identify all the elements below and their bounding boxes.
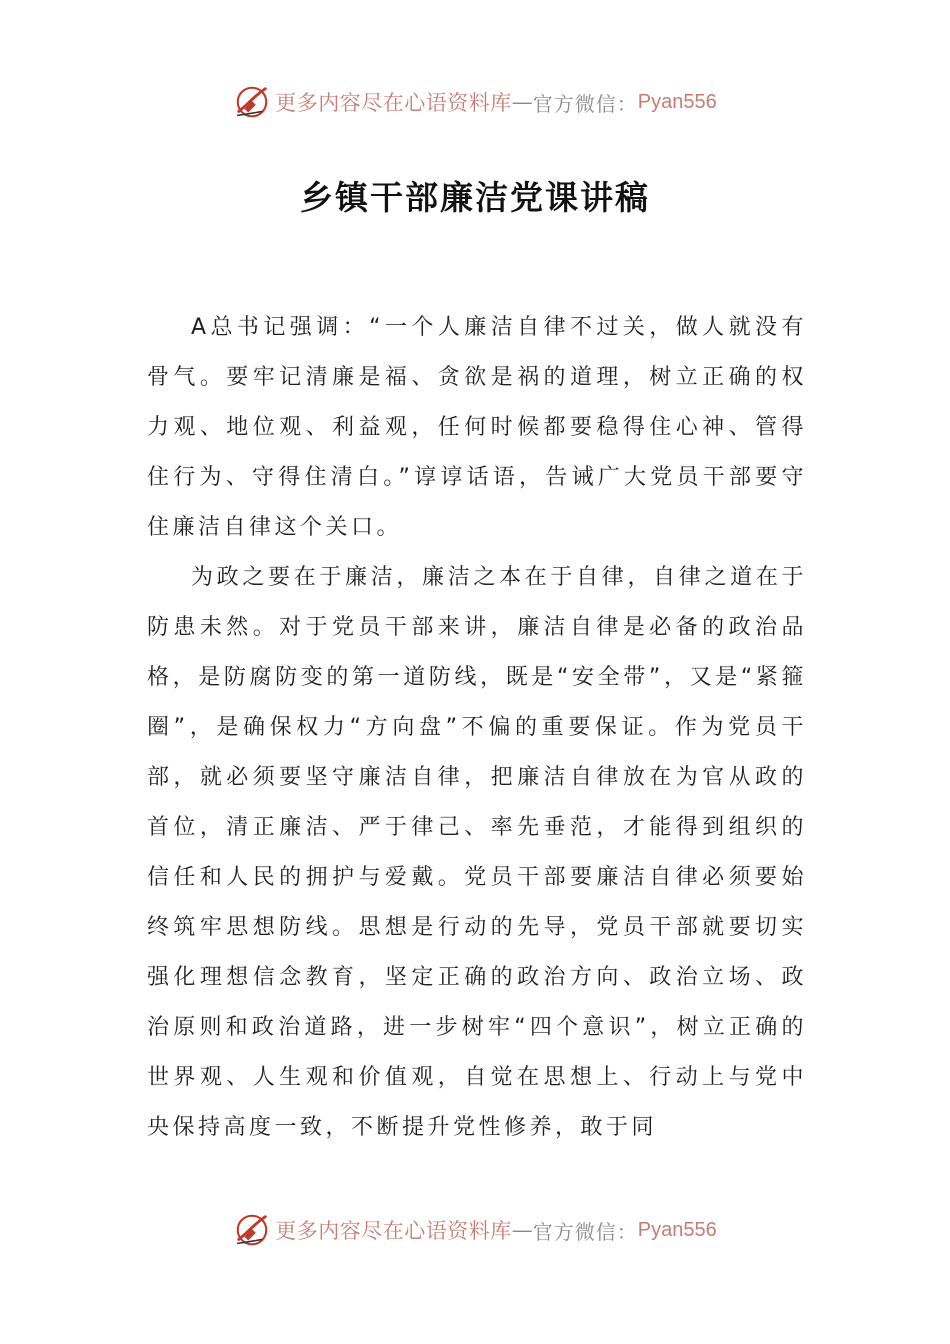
paragraph-2: 为政之要在于廉洁，廉洁之本在于自律，自律之道在于防患未然。对于党员干部来讲，廉洁自律是必备的政治品格，是防腐防变的第一道防线，既是“安全带”，又是“紧箍圈”，是确保权力“方向盘”不偏的重要保证。作为党员干部，就必须要坚守廉洁自律，把廉洁自律放在为官从政的首位，清正廉洁、严于律己、率先垂范，才能得到组织的信任和人民的拥护与爱戴。党员干部要廉洁自律必须要始终筑牢思想防线。思想是行动的先导，党员干部就要切实强化理想信念教育，坚定正确的政治方向、政治立场、政治原则和政治道路，进一步树牢“四个意识”，树立正确的世界观、人生观和价值观，自觉在思想上、行动上与党中央保持高度一致，不断提升党性修养，敢于同: [147, 565, 807, 1140]
banner-wechat-id: Pyan556: [637, 90, 717, 113]
document-title: 乡镇干部廉洁党课讲稿: [300, 178, 650, 217]
banner-wechat-label: 官方微信：: [532, 1219, 638, 1244]
banner-slogan: 更多内容尽在心语资料库: [275, 1219, 512, 1243]
pen-logo-icon: [233, 83, 271, 121]
banner-slogan: 更多内容尽在心语资料库: [275, 91, 512, 115]
banner-wechat-id: Pyan556: [637, 1218, 717, 1241]
pen-logo-icon: [233, 1211, 271, 1249]
banner-wechat-label: 官方微信：: [532, 91, 638, 116]
footer-banner: [0, 1210, 950, 1250]
document-body: [147, 303, 807, 1153]
header-banner: [0, 82, 950, 122]
paragraph-1: A总书记强调：“一个人廉洁自律不过关，做人就没有骨气。要牢记清廉是福、贪欲是祸的道理，树立正确的权力观、地位观、利益观，任何时候都要稳得住心神、管得住行为、守得住清白。”谆谆话语，告诫广大党员干部要守住廉洁自律这个关口。: [147, 315, 807, 540]
banner-separator: —: [511, 1218, 533, 1242]
banner-separator: —: [511, 90, 533, 114]
